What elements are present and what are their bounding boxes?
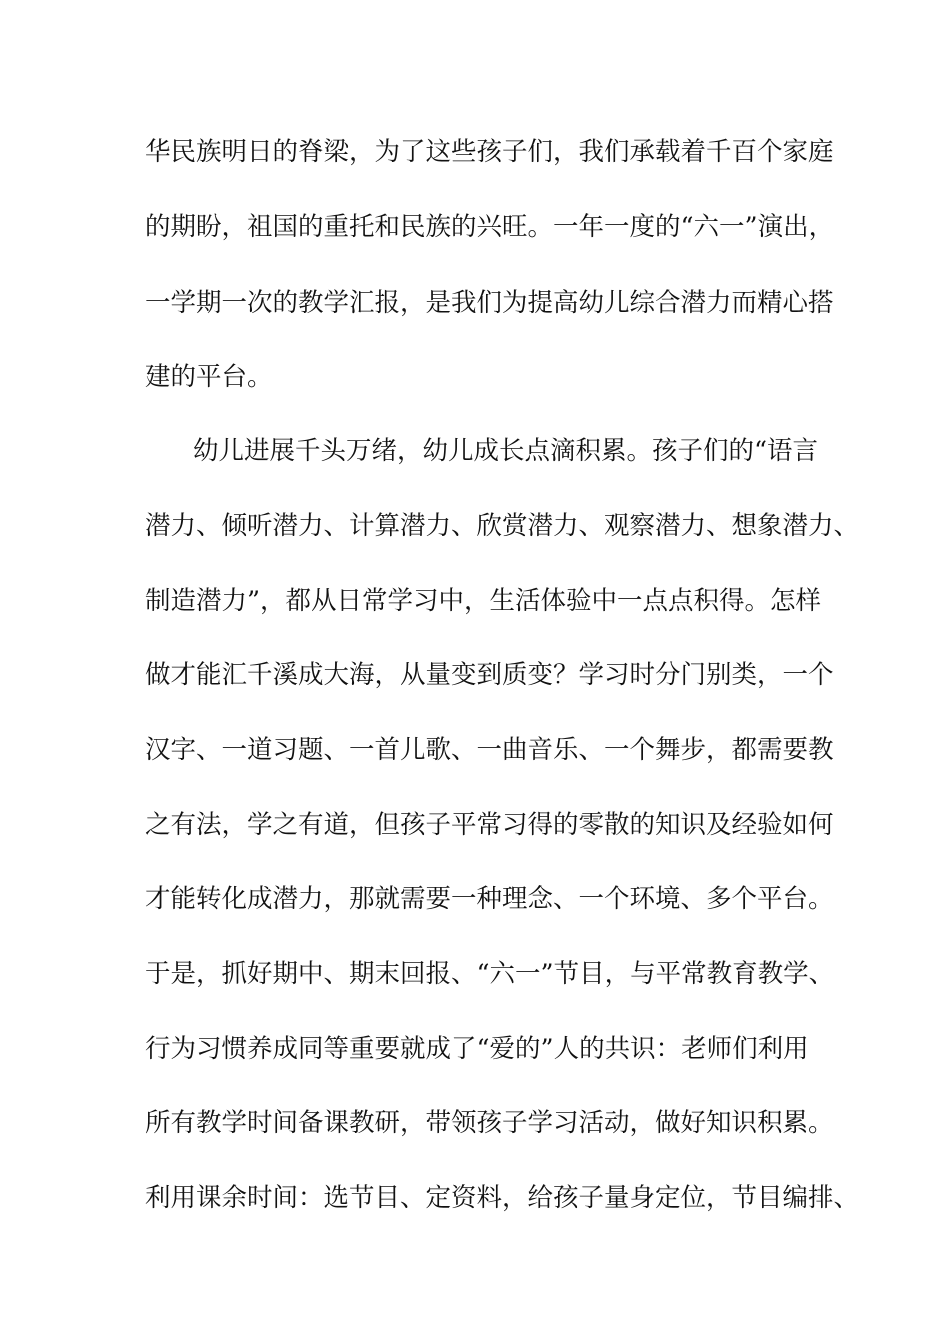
text-line: 潜力、倾听潜力、计算潜力、欣赏潜力、观察潜力、想象潜力、 [145, 511, 860, 541]
text-line: 行为习惯养成同等重要就成了“爱的”人的共识：老师们利用 [145, 1034, 809, 1064]
text-line: 一学期一次的教学汇报，是我们为提高幼儿综合潜力而精心搭 [145, 288, 834, 318]
text-line: 汉字、一道习题、一首儿歌、一曲音乐、一个舞步，都需要教 [145, 735, 834, 765]
text-line: 于是，抓好期中、期末回报、“六一”节目，与平常教育教学、 [145, 959, 835, 989]
text-line: 利用课余时间：选节目、定资料，给孩子量身定位，节目编排、 [145, 1183, 860, 1213]
text-line: 做才能汇千溪成大海，从量变到质变？学习时分门别类，一个 [145, 660, 834, 690]
text-line: 所有教学时间备课教研，带领孩子学习活动，做好知识积累。 [145, 1108, 834, 1138]
text-line: 制造潜力”，都从日常学习中，生活体验中一点点积得。怎样 [145, 586, 822, 616]
paragraph-first-line: 幼儿进展千头万绪，幼儿成长点滴积累。孩子们的“语言 [193, 436, 819, 466]
text-line: 建的平台。 [145, 362, 273, 392]
text-line: 的期盼，祖国的重托和民族的兴旺。一年一度的“六一”演出， [145, 212, 835, 242]
text-line: 之有法，学之有道，但孩子平常习得的零散的知识及经验如何 [145, 810, 834, 840]
text-line: 华民族明日的脊梁，为了这些孩子们，我们承载着千百个家庭 [145, 137, 834, 167]
text-line: 才能转化成潜力，那就需要一种理念、一个环境、多个平台。 [145, 884, 834, 914]
